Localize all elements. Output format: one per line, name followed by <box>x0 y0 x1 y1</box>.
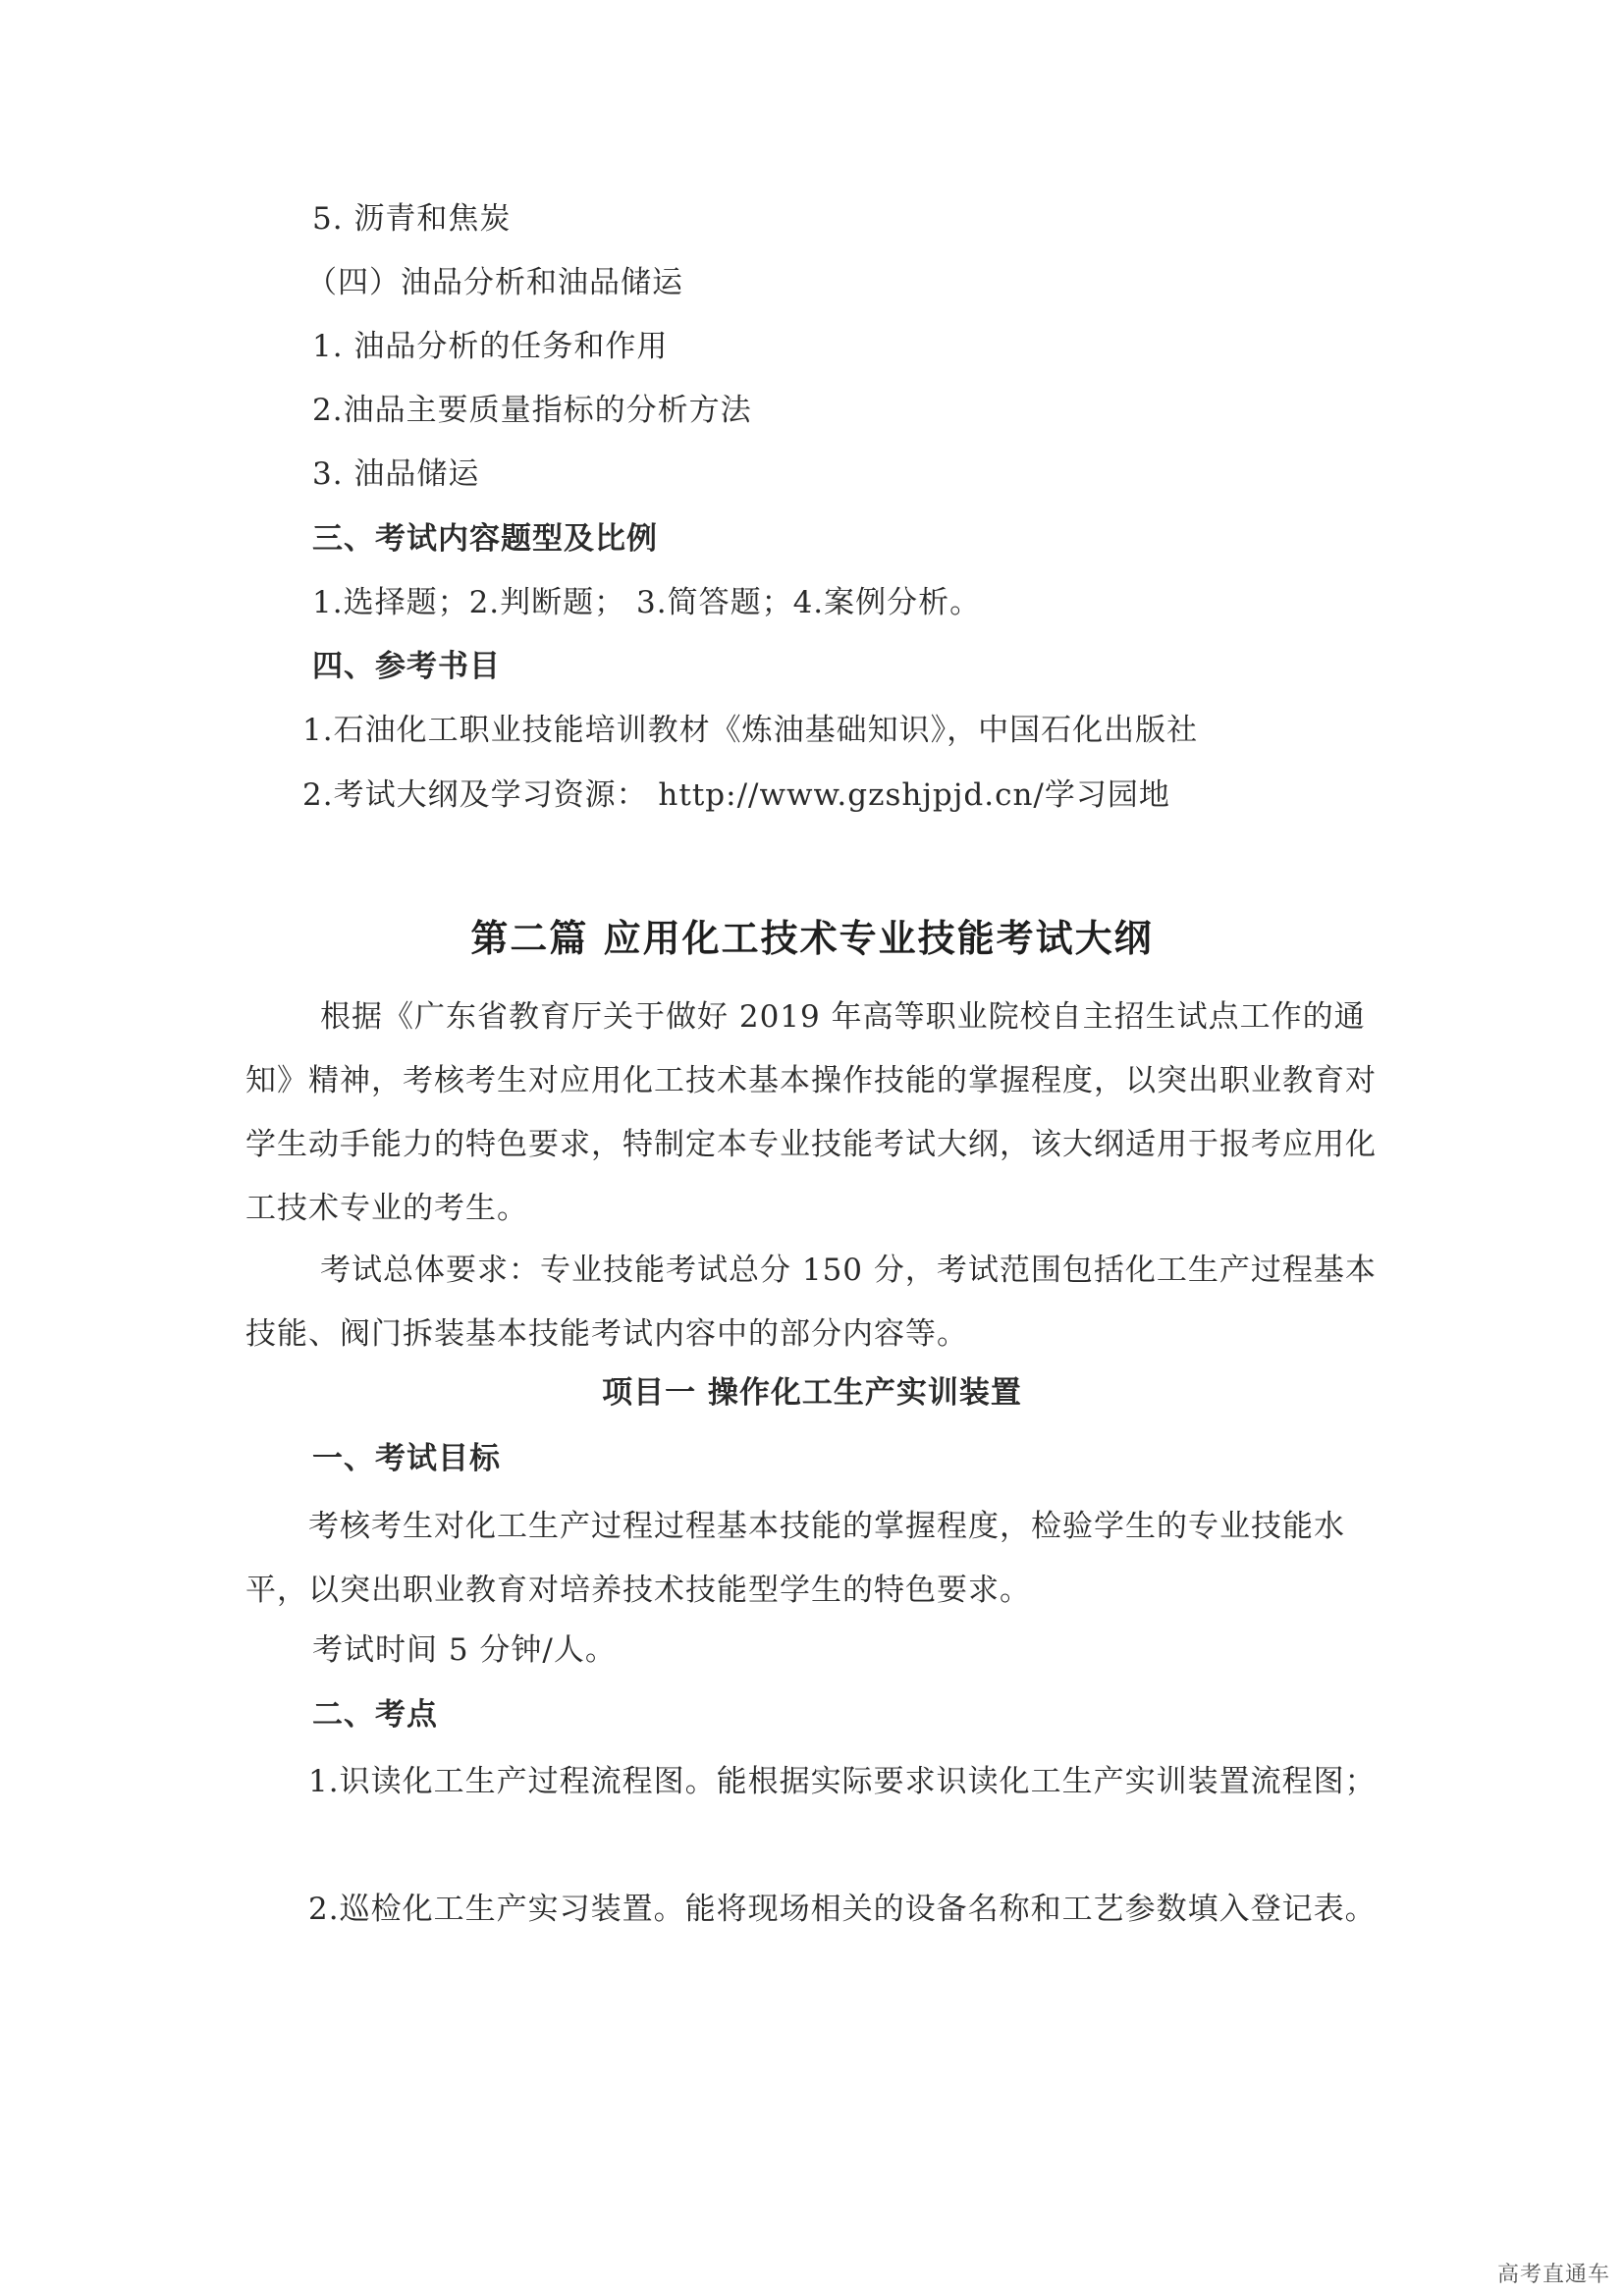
list-heading-oil-analysis-storage: （四）油品分析和油品储运 <box>306 265 683 300</box>
exam-question-types: 1.选择题；2.判断题； 3.简答题；4.案例分析。 <box>312 585 982 620</box>
section-heading-exam-points: 二、考点 <box>312 1697 438 1733</box>
watermark-text: 高考直通车 <box>1496 2263 1610 2287</box>
intro-paragraph: 根据《广东省教育厅关于做好 2019 年高等职业院校自主招生试点工作的通知》精神，考核考生对应用化工技术基本操作技能的掌握程度，以突出职业教育对学生动手能力的特色要求，特制定本专业技能考试大纲，该大纲适用于报考应用化工技术专业的考生。 <box>245 999 1377 1226</box>
reference-item-textbook: 1.石油化工职业技能培训教材《炼油基础知识》，中国石化出版社 <box>302 713 1199 748</box>
requirements-paragraph: 考试总体要求：专业技能考试总分 150 分，考试范围包括化工生产过程基本技能、阀门拆装基本技能考试内容中的部分内容等。 <box>245 1253 1377 1352</box>
reference-item-resources: 2.考试大纲及学习资源： http://www.gzshjpjd.cn/学习园地 <box>302 777 1170 813</box>
exam-time-text: 考试时间 5 分钟/人。 <box>312 1632 617 1668</box>
section-heading-exam-content: 三、考试内容题型及比例 <box>312 521 658 557</box>
exam-point-flowchart: 1.识读化工生产过程流程图。能根据实际要求识读化工生产实训装置流程图； <box>308 1764 1377 1799</box>
project-title: 项目一 操作化工生产实训装置 <box>602 1375 1022 1411</box>
list-item-oil-analysis-task: 1. 油品分析的任务和作用 <box>312 329 669 364</box>
list-item-quality-index-methods: 2.油品主要质量指标的分析方法 <box>312 393 752 428</box>
exam-goal-paragraph: 考核考生对化工生产过程过程基本技能的掌握程度，检验学生的专业技能水平，以突出职业教育对培养技术技能型学生的特色要求。 <box>245 1509 1345 1608</box>
section-heading-exam-goal: 一、考试目标 <box>312 1441 501 1476</box>
exam-point-inspection: 2.巡检化工生产实习装置。能将现场相关的设备名称和工艺参数填入登记表。 <box>308 1892 1377 1927</box>
list-item-oil-storage: 3. 油品储运 <box>312 456 480 492</box>
part-title: 第二篇 应用化工技术专业技能考试大纲 <box>470 917 1154 960</box>
list-item-asphalt-coke: 5. 沥青和焦炭 <box>312 201 512 237</box>
section-heading-references: 四、参考书目 <box>312 649 501 684</box>
